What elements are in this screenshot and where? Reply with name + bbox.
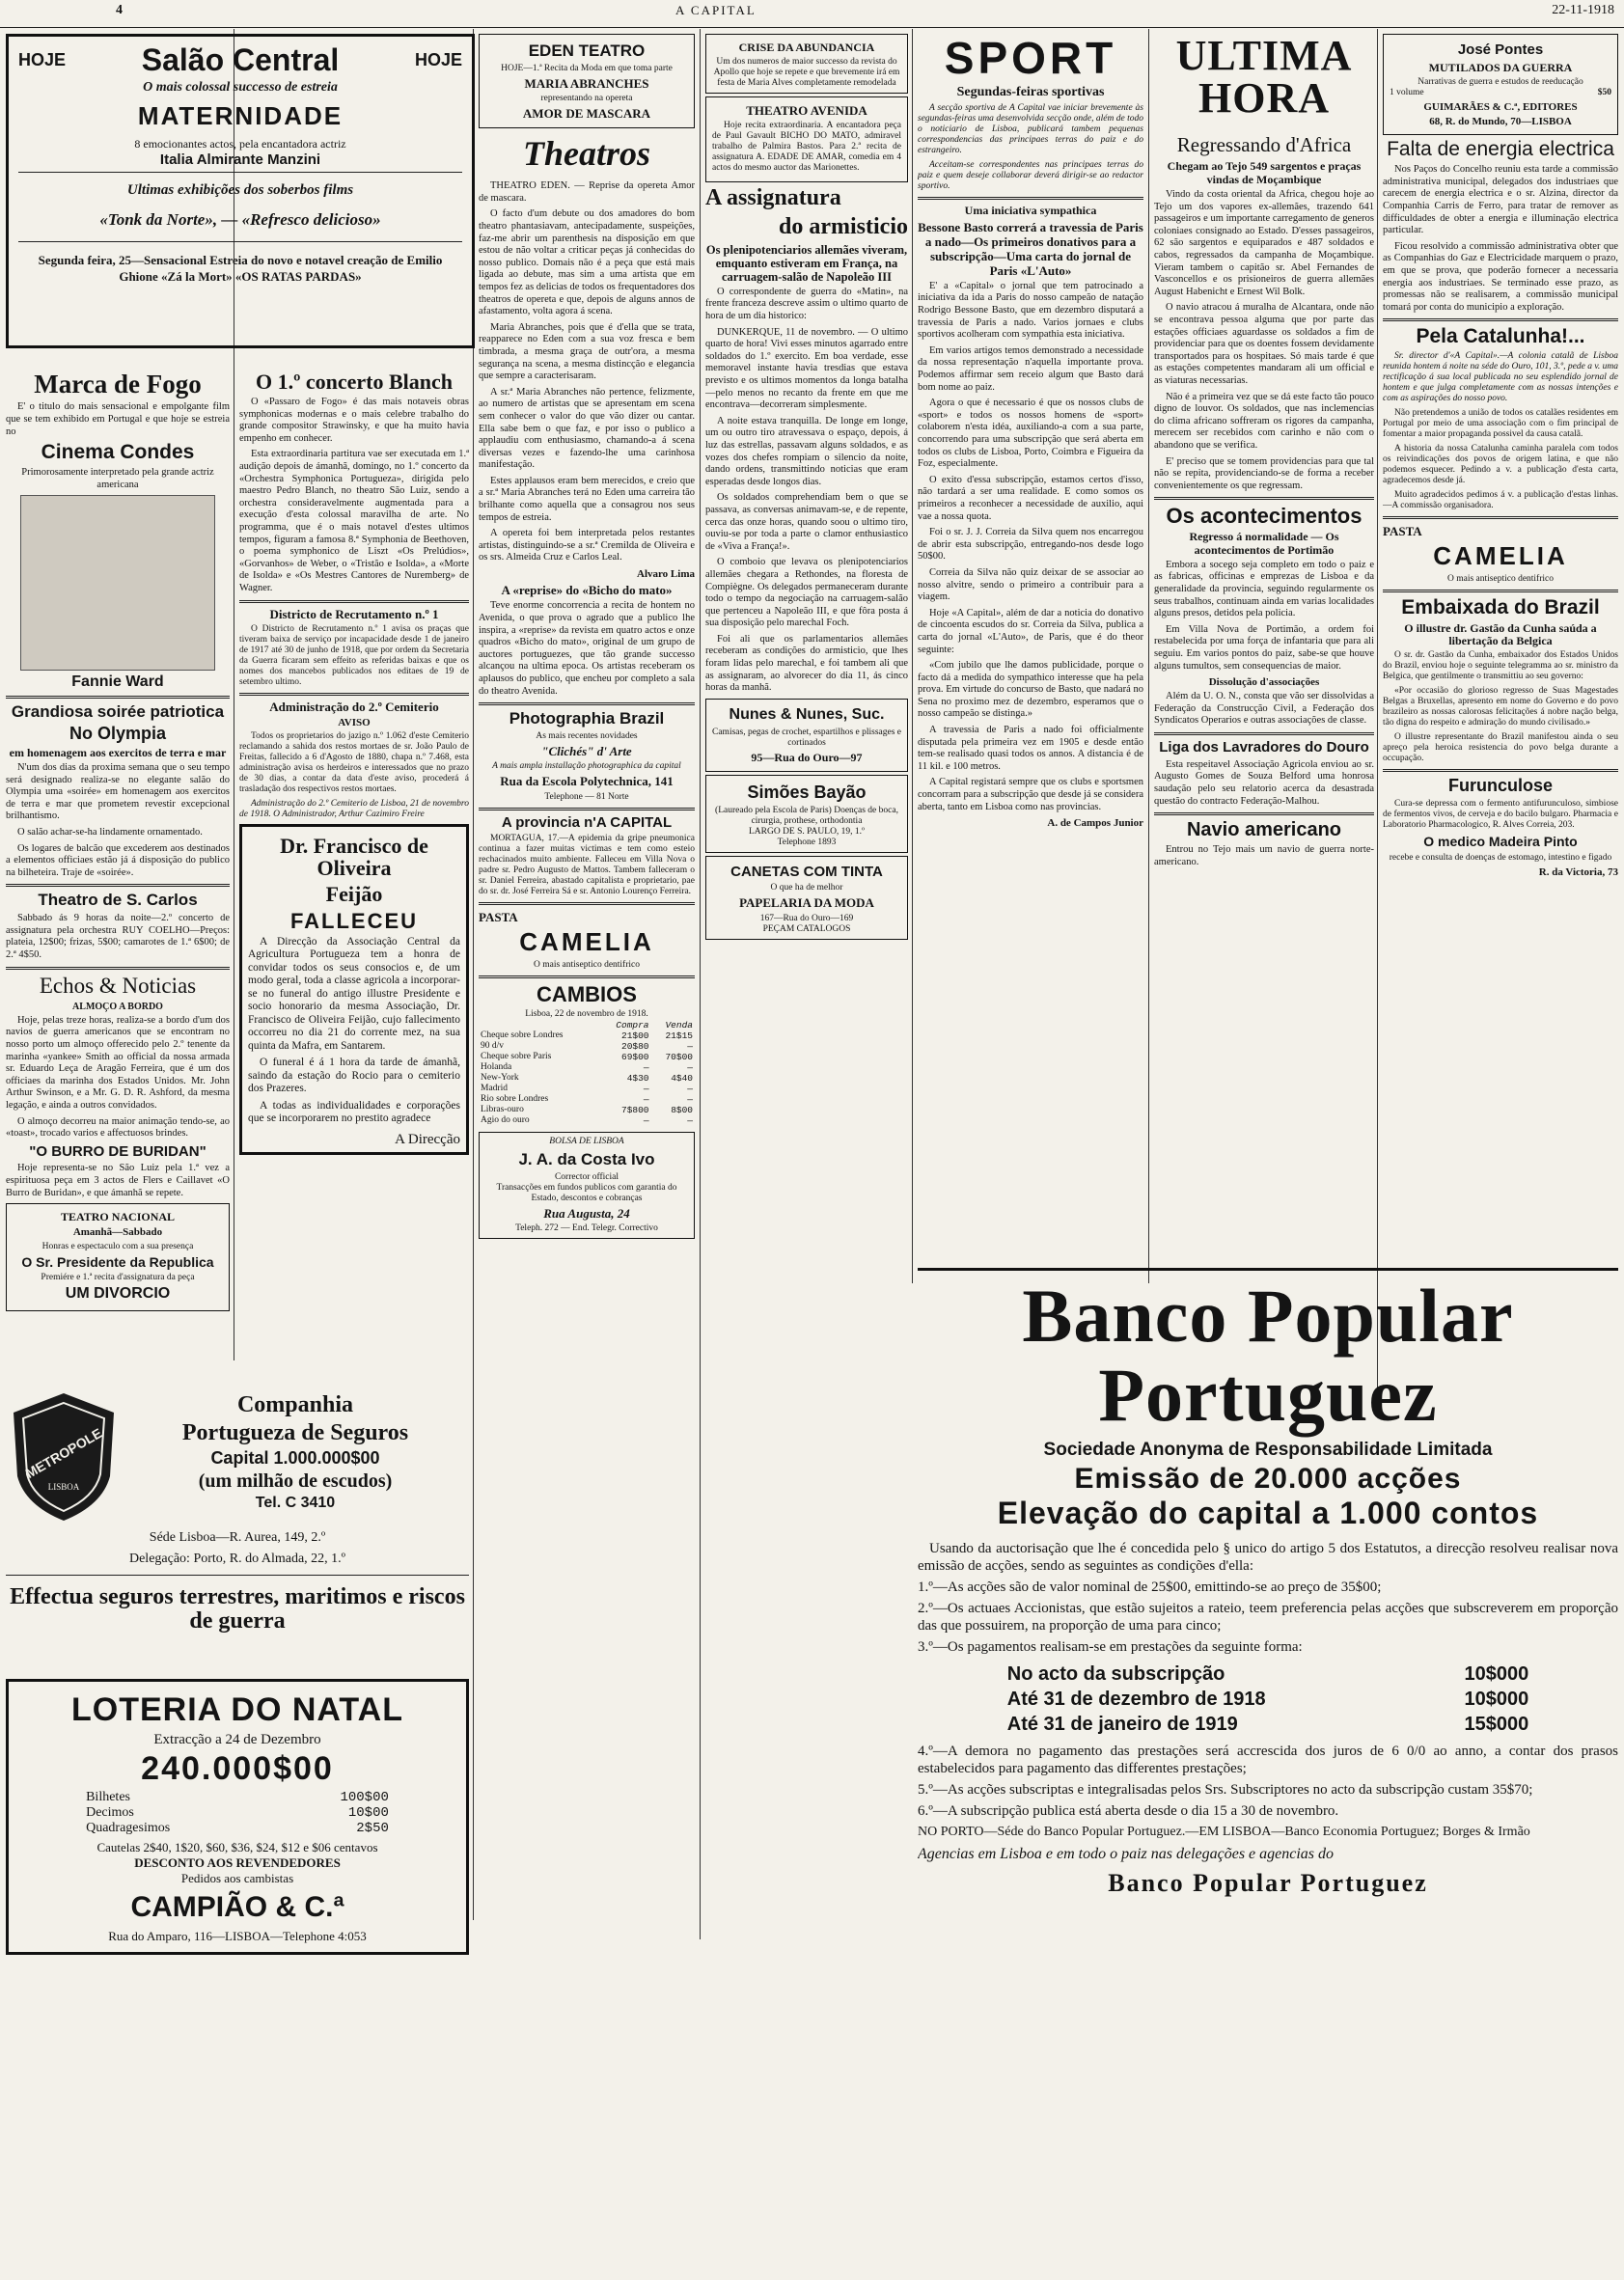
cambios-cell: —: [687, 1061, 693, 1073]
soiree-text2: O salão achar-se-ha lindamente ornamentado.: [17, 827, 203, 838]
nacional-title: TEATRO NACIONAL: [60, 1210, 176, 1224]
simoes-ad: [705, 775, 908, 853]
armisticio-text5: O comboio que levava os plenipotenciarios allemães chegara a Rethondes, na floresta de Compiègne. Os delegados permaneceram durante todo o tempo da negociação na carruagem-salão que pertenceu a Napoleão III, e que fôra posta á sua disposição pelo marechal Foch.: [705, 557, 908, 629]
blanch-text1: O «Passaro de Fogo» é das mais notaveis obras symphonicas modernas e o mais celebre trabalho do grande compositor Strawinsky, e que ha muito havia empenho em conhecer.: [239, 397, 469, 444]
cambios-row: [479, 1073, 695, 1084]
loteria-row-label: Quadragesimos: [86, 1821, 171, 1836]
catalunha-text3: A historia da nossa Catalunha caminha paralela com todos os reivindicações dos povos de origem latina, e que não podemos esquecer. Pedindo a v. a publicação d'esta carta, agradecemos desde já.: [1383, 444, 1618, 486]
pontes-ed: GUIMARÃES & C.ª, EDITORES: [1423, 100, 1578, 113]
oliveira-notice: [239, 824, 469, 1154]
ultima-hora-banner: [1154, 31, 1374, 127]
iniciativa-text1: E' a «Capital» o jornal que tem patrocinado a iniciativa da ida a Paris do nosso campeão de natação Rodrigo Bessone Basto, que em dezembro disputará a travessia de Paris a nado. Varios jornaes e clubs sportivos acolheram com sympathia esta iniciativa.: [918, 280, 1143, 341]
oliveira-title2: Feijão: [325, 882, 383, 907]
furunculose-text: Cura-se depressa com o fermento antifurunculoso, simbiose de fermentos vivos, de cerveja e do bacilo bulgaro. Pharmacia e Laboratorio Pharmacologico, R. Alves Correia, 203.: [1383, 798, 1618, 830]
eden-text: HOJE—1.ª Recita da Moda em que toma parte: [501, 63, 673, 73]
pontes-ad: [1383, 34, 1618, 135]
iniciativa-text4: O exito d'essa subscripção, estamos certos d'isso, não tardará a ser uma realidade. E como somos os primeiros a reconhecer a necessidade de auxilio, aqui vae a nossa quota.: [918, 474, 1143, 522]
distrito-title: Districto de Recrutamento n.º 1: [269, 606, 439, 621]
nacional-l5: UM DIVORCIO: [65, 1285, 171, 1303]
sport-text2: Acceitam-se correspondentes nas principaes terras do paiz e quem deseje collaborar deverá dirigir-se ao redactor sportivo.: [918, 159, 1143, 191]
loteria-row-value: 10$00: [347, 1805, 389, 1822]
cambios-head: Venda: [665, 1019, 693, 1030]
banco-c5: 5.º—As acções subscriptas e integralisadas pelos Srs. Subscriptores no acto da subscripção custam 35$70;: [918, 1781, 1533, 1798]
embaixada-text3: O illustre representante do Brazil manifestou ainda o seu apreço pela heroica resistencia do povo belga durante a occupação.: [1383, 732, 1618, 764]
loteria-pedidos: Pedidos aos cambistas: [180, 1871, 294, 1886]
column-1: [6, 31, 475, 359]
soiree-text3: Os logares de balcão que excederem aos destinados a elementos officiaes estão já á disposição do publico na bilheteira. Traje de «soirée».: [6, 842, 230, 878]
madeira-title: O medico Madeira Pinto: [1423, 833, 1578, 849]
nunes-text: Camisas, pegas de crochet, espartilhos e plissages e cortinados: [712, 727, 902, 748]
cemiterio-sign: Administração do 2.º Cemiterio de Lisboa, 21 de novembro de 1918. O Administrador, Arthur Cazimiro Freire: [239, 799, 469, 820]
cemiterio-aviso: AVISO: [338, 717, 371, 729]
echos-sub: ALMOÇO A BORDO: [72, 1001, 163, 1012]
crise-text: Um dos numeros de maior successo da revista do Apollo que hoje se repete e que brevemente irá em festa de Maria Alves completamente remodelada: [713, 57, 900, 89]
banco-payment-value: 15$000: [1464, 1713, 1529, 1735]
armisticio-title1: A assignatura: [705, 185, 841, 211]
crise-ad: [705, 34, 908, 94]
column-rule: [1148, 29, 1149, 1283]
pontes-sub: MUTILADOS DA GUERRA: [1428, 60, 1573, 74]
banco-payment-label: Até 31 de dezembro de 1918: [1006, 1688, 1266, 1710]
banco-payment-row: [1005, 1687, 1531, 1712]
column-rule: [912, 29, 913, 1283]
iniciativa-text7: Hoje «A Capital», além de dar a noticia do donativo de cincoenta escudos do sr. Correia da Silva, publica a carta do jornal «L'Auto», de Paris, que é do theor seguinte:: [918, 607, 1143, 655]
salao-film: MATERNIDADE: [137, 101, 344, 130]
africa-text2: O navio atracou á muralha de Alcantara, onde não se encontrava pessoa alguma que por parte das estações officiaes aguardasse os soldados a fim de providenciar para que os doentes fossem devidamente transportados para os hospitaes. Só mais tarde é que as estações competentes mandaram ali um official e as viaturas necessarias.: [1154, 302, 1374, 386]
photo-l5: Telephone — 81 Norte: [544, 791, 629, 802]
avenida-title: THEATRO AVENIDA: [746, 103, 867, 119]
pontes-vol-row: [1390, 88, 1611, 98]
theatros-sign: Alvaro Lima: [637, 568, 695, 581]
cambios-cell: —: [687, 1093, 693, 1105]
echos-title: Echos & Noticias: [39, 973, 197, 998]
cambios-cell: 69$00: [621, 1051, 649, 1062]
iniciativa-title: Uma iniciativa sympathica: [964, 203, 1097, 217]
ultima-hora-title: ULTIMA HORA: [1175, 32, 1353, 122]
cambios-cell: —: [643, 1114, 649, 1126]
loteria-row-value: 100$00: [340, 1790, 389, 1806]
nacional-l2: Honras e espectaculo com a sua presença: [41, 1241, 194, 1251]
navio-text: Entrou no Tejo mais um navio de guerra norte-americano.: [1154, 844, 1374, 867]
banco-ad: [918, 1264, 1618, 2272]
soiree-sub: em homenagem aos exercitos de terra e mar: [9, 745, 227, 759]
theatros-text4: Estes applausos eram bem merecidos, e creio que a sr.ª Maria Abranches terá no Eden uma carreira tão brilhante como aquella que a consagrou nos seus tempos de estreia.: [479, 475, 695, 523]
metropole-title2: Portugueza de Seguros: [181, 1420, 409, 1446]
carlos-text: Sabbado ás 9 horas da noite—2.º concerto de assignatura pela orchestra RUY COELHO—Preços: plateia, 12$00; frizas, 5$00; camarotes de 1.ª 6$00; de 2.ª 4$50.: [6, 913, 230, 961]
photo-l4: Rua da Escola Polytechnica, 141: [500, 774, 674, 789]
furunculose-title: Furunculose: [1447, 776, 1553, 796]
column-rule: [700, 29, 701, 1939]
distrito-text: O Districto de Recrutamento n.º 1 avisa os praças que tiveram baixa de serviço por incapacidade desde 1 de janeiro de 1917 até 30 de junho de 1918, que por ordem da Secretaria da Guerra ficaram sem effeito as referidas baixas e que os nomes dos mancebos publicados nos editaes de 19 de setembro ultimo.: [239, 623, 469, 687]
armisticio-sub: Os plenipotenciarios allemães viveram, emquanto estiveram em França, na carruagem-salão de Napoleão III: [705, 242, 908, 284]
paper-name: A CAPITAL: [675, 3, 757, 17]
banco-c1: 1.º—As acções são de valor nominal de 25$00, emittindo-se ao preço de 35$00;: [918, 1579, 1382, 1595]
iniciativa-text2: Em varios artigos temos demonstrado a necessidade da nossa representação n'aquella importante prova. Podemos affirmar sem receio algum que Basto dará bom nome ao paiz.: [918, 344, 1143, 393]
pasta2-label: PASTA: [1383, 524, 1422, 539]
pasta-label: PASTA: [479, 910, 518, 925]
navio-title: Navio americano: [1186, 819, 1342, 841]
bolsa-ad: [479, 1132, 695, 1239]
acontecimentos-sub: Regresso á normalidade — Os acontecimentos de Portimão: [1189, 530, 1339, 557]
crise-title: CRISE DA ABUNDANCIA: [738, 41, 875, 54]
cambios-cell: Cheque sobre Paris: [481, 1051, 552, 1061]
eden-op: AMOR DE MASCARA: [522, 106, 651, 122]
energia-title: Falta de energia electrica: [1387, 138, 1614, 161]
salao-tagline: O mais colossal successo de estreia: [143, 80, 338, 95]
avenida-text: Hoje recita extraordinaria. A encantadora peça de Paul Gavault BICHO DO MATO, admiravel trabalho de Palmira Bastos. Para 2.ª recita de assignatura A. EDADE DE AMAR, comedia em 4 actos do mesmo auctor das Marionettes.: [712, 121, 901, 174]
avenida-ad: [705, 96, 908, 182]
metropole-ad: [6, 1389, 469, 1525]
loteria-row-label: Decimos: [86, 1805, 134, 1821]
pontes-addr: 68, R. do Mundo, 70—LISBOA: [1429, 116, 1572, 128]
bolsa-name: J. A. da Costa Ivo: [518, 1149, 655, 1168]
salao-films2: «Tonk da Norte», — «Refresco delicioso»: [99, 210, 381, 229]
africa-title: Regressando d'Africa: [1176, 133, 1352, 156]
iniciativa-text5: Foi o sr. J. J. Correia da Silva quem nos encarregou de abrir esta subscripção, entregando-nos desde logo 50$00.: [918, 527, 1143, 563]
loteria-desc: DESCONTO AOS REVENDEDORES: [134, 1855, 341, 1871]
cambios-cell: Rio sobre Londres: [481, 1093, 549, 1104]
oliveira-falleceu: FALLECEU: [289, 908, 419, 933]
loteria-row-value: 2$50: [356, 1821, 389, 1837]
madeira-text: recebe e consulta de doenças de estomago, intestino e figado: [1389, 852, 1612, 863]
actress-portrait: [20, 495, 215, 671]
pasta-name: CAMELIA: [519, 927, 654, 957]
loteria-row: [84, 1790, 391, 1805]
loteria-campiao: CAMPIÃO & C.ª: [130, 1891, 344, 1924]
embaixada-text2: «Por occasião do glorioso regresso de Suas Magestades Belgas a Bruxellas, apresento em nome do Governo e do povo brazileiro as nossas calorosas felicitações á nobre nação belga, tão digna do respeito e admiração do mundo civilisado.»: [1383, 686, 1618, 728]
pontes-text: Narrativas de guerra e estudos de reeducação: [1418, 76, 1583, 87]
iniciativa-text8: «Com jubilo que lhe damos publicidade, porque o facto dá a medida do sympathico interesse que ha pela prova. Em virtude do concurso de Basto, que nadará no Sena no proximo mez de dezembro, esperamos que o nosso campeão se distinga.»: [918, 660, 1143, 720]
iniciativa-sign: A. de Campos Junior: [1047, 817, 1143, 830]
loteria-ad: [6, 1679, 469, 2258]
cambios-head: Compra: [616, 1019, 649, 1030]
metropole-cap2: (um milhão de escudos): [198, 1470, 393, 1493]
energia-text: Nos Paços do Concelho reuniu esta tarde a commissão administrativa municipal, delegados dos industriaes que carecem de energia electrica e o sr. Alzina, director da Companhia Carris de Ferro, para tratar de remover as difficuldades de obter a energia e illuminação electrica particular.: [1383, 164, 1618, 236]
loteria-addr: Rua do Amparo, 116—LISBOA—Telephone 4:053: [108, 1928, 367, 1943]
sport-title: SPORT: [944, 33, 1117, 83]
cambios-row: [479, 1105, 695, 1115]
metropole-logo-text: METROPOLE: [22, 1424, 105, 1482]
oliveira-text1: A Direcção da Associação Central da Agricultura Portugueza tem a honra de convidar todos os seus consocios e, de um modo geral, toda a classe agricola a incorporar-se no funeral do antigo illustre Presidente e socio honorario da mesma Associação, Dr. Francisco de Oliveira Feijão, cujo fallecimento occorreu no dia 21 do corrente mez, na sua quinta da Mafra, em Santarem.: [248, 935, 460, 1052]
nunes-title: Nunes & Nunes, Suc.: [729, 705, 885, 723]
banco-text: Usando da auctorisação que lhe é concedida pelo § unico do artigo 5 dos Estatutos, a direcção resolveu realisar nova emissão de acções, sendo as seguintes as condições d'ella:: [918, 1540, 1618, 1574]
canetas-l3: 167—Rua do Ouro—169: [759, 913, 854, 923]
banco-loc: NO PORTO—Séde do Banco Popular Portuguez.—EM LISBOA—Banco Economia Portuguez; Borges & Irmão: [918, 1824, 1530, 1839]
metropole-logo: [6, 1389, 122, 1525]
catalunha-text: Sr. director d'«A Capital».—A colonia catalã de Lisboa reunida hontem á noite na séde do Ouro, 101, 3.º, pede a v. uma rectificação á sua local publicada no seu esplendido jornal de hontem e que julga completamente com as nossas intenções e com as aspirações do nosso povo.: [1383, 351, 1618, 404]
canetas-l1: O que ha de melhor: [770, 883, 843, 893]
nunes-addr: 95—Rua do Ouro—97: [751, 750, 863, 764]
provincia-text: MORTAGUA, 17.—A epidemia da gripe pneumonica continua a fazer muitas victimas e tem como esteio rechacinados muito ambiente. Falleceu em Villa Nova o padre sr. Pedro Augusto de Mattos. Tambem falleceram o sr. Daniel Ferreira, abastado capitalista e proprietario, pae do sr. dr. José Ferreira Sá e sr. Antonio Lourenço Ferreira.: [479, 834, 695, 897]
blanch-title: O 1.º concerto Blanch: [255, 370, 453, 394]
metropole-tel: Tel. C 3410: [255, 1495, 336, 1512]
iniciativa-sub: Bessone Basto correrá a travessia de Paris a nado—Os primeiros donativos para a subscripção—Uma carta do jornal de Paris «L'Auto»: [918, 219, 1143, 278]
armisticio-text2: DUNKERQUE, 11 de novembro. — O ultimo quarto de hora! Vivi esses minutos agarrado entre soldados do 1.º exercito. Em boa verdade, esse memoravel instante havia tresdias que estava previsto e os ultimos momentos da longa batalha—pelo menos no recanto da frente em que me encontrava—decorreram simplesmente.: [705, 326, 908, 411]
loteria-extr: Extracção a 24 de Dezembro: [153, 1731, 321, 1747]
column-6: [1154, 130, 1374, 1254]
pontes-title: José Pontes: [1457, 41, 1544, 58]
loteria-row: [84, 1821, 391, 1836]
iniciativa-text9: A travessia de Paris a nado foi officialmente disputada pela primeira vez em 1905 e desde então tem-se realisado quasi todos os annos. A distancia é de 11 kil. e 100 metros.: [918, 725, 1143, 772]
cambios-cell: Libras-ouro: [481, 1104, 524, 1114]
pontes-price: $50: [1597, 87, 1611, 97]
cambios-head: [479, 1020, 599, 1030]
cambios-cell: —: [687, 1083, 693, 1094]
loteria-premio: 240.000$00: [141, 1749, 334, 1787]
soiree-venue: No Olympia: [69, 724, 167, 743]
banco-c6: 6.º—A subscripção publica está aberta desde o dia 15 a 30 de novembro.: [918, 1802, 1339, 1819]
cambios-cell: New-York: [481, 1072, 519, 1083]
bolsa-sub: Corrector official: [554, 1171, 619, 1182]
catalunha-text2: Não pretendemos a união de todos os catalães residentes em Portugal por meio de uma associação com o fim principal de fomentar a maior propaganda possivel da causa catalã.: [1383, 408, 1618, 440]
embaixada-sub: O illustre dr. Gastão da Cunha saúda a libertação da Belgica: [1404, 620, 1597, 647]
africa-text1: Vindo da costa oriental da Africa, chegou hoje ao Tejo um dos vapores ex-allemães, trazendo 641 passageiros e um importante carregamento de generos coloniaes consignado ao Estado. D'esses passageiros, 62 são sargentos e equiparados e 487 soldados e cabos, regressados da campanha de Moçambique. Vieram tambem o capitão sr. Abel Fernandes de Vasconcellos e os prisioneiros de guerra allemães August Habenicht e Ernest Wil Bolk.: [1154, 189, 1374, 297]
page-date: 22-11-1918: [1552, 3, 1614, 17]
oliveira-text2: O funeral é á 1 hora da tarde de ámanhã, saindo da estação do Rocio para o cemiterio dos Prazeres.: [248, 1057, 460, 1095]
burro-title: "O BURRO DE BURIDAN": [29, 1142, 206, 1160]
cambios-cell: —: [643, 1093, 649, 1105]
soiree-text1: N'um dos dias da proxima semana que o seu tempo será designado realiza-se no elegante salão do Olympia uma «soirée» em homenagem aos exercitos de terra e mar que prometem revestir excepcional brilhantismo.: [6, 762, 230, 822]
blanch-text2: Esta extraordinaria partitura vae ser executada em 1.ª audição depois de ámanhã, domingo, no 1.º concerto da «Orchestra Symphonica Portugueza», dirigida pelo maestro Pedro Blanch, no theatro São Luiz, sendo a orchestra consideravelmente augmentada para a execução d'esta colossal maravilha de arte. No programma, que é o mais notavel d'estes ultimos tempos, figuram a famosa 8.ª Symphonia de Beethoven, o poema symphonico de Liszt «Os Prelúdios», «Gorvanhos» de Weber, o «Tristão e Isolda», a «Morte de Isolda» e «Os Mestres Cantores de Nuremberg» de Wagner.: [239, 449, 469, 593]
canetas-l2: PAPELARIA DA MODA: [739, 895, 874, 911]
photo-l1: As mais recentes novidades: [536, 730, 638, 741]
iniciativa-text3: Agora o que é necessario é que os nossos clubs de «sport» e todos os nossos homens de «sport» colaborem n'esta idéa, auxiliando-a com a sua parte, concorrendo para uma subscripção que será aberta em todos os clubs de Lisboa, Porto, Coimbra e Figueira da Foz, especialmente.: [918, 398, 1143, 470]
nacional-ad: [6, 1203, 230, 1311]
metropole-effect: Effectua seguros terrestres, maritimos e riscos de guerra: [10, 1584, 465, 1634]
acontecimentos-text4: Além da U. O. N., consta que vão ser dissolvidas a Federação da Construcção Civil, a Federação dos Syndicatos Operarios e outras associações de classe.: [1154, 691, 1374, 727]
bicho-text: Teve enorme concorrencia a recita de hontem no Avenida, o que prova o agrado que a publico lhe inspira, a «reprise» da revista em quatro actos e onze quadros «Bicho do mato», original de um grupo de auctores portuguezes, que tão grande successo alcançou na ultima epoca. Os artistas receberam os aplausos do publico, que encheu por completo a sala do theatro Avenida.: [479, 600, 695, 697]
cambios-row: [479, 1115, 695, 1126]
cambios-cell: Cheque sobre Londres: [481, 1030, 564, 1040]
banco-c3: 3.º—Os pagamentos realisam-se em prestações da seguinte forma:: [918, 1638, 1303, 1655]
bolsa-addr: Rua Augusta, 24: [543, 1205, 630, 1221]
metropole-sede: Séde Lisboa—R. Aurea, 149, 2.º: [149, 1530, 326, 1545]
column-5: [918, 31, 1143, 1256]
theatros-text3: A sr.ª Maria Abranches não pertence, felizmente, ao numero de artistas que se apresentam em scena sem conhecer o valor do que vão dizer ou cantar. Ella sabe bem o que faz, e por isso o publico a applaudiu com enthusiasmo, chamando-a á scena diversas vezes e fazendo-lhe uma carinhosa manifestação.: [479, 386, 695, 471]
nacional-l1: Amanhã—Sabbado: [72, 1226, 163, 1239]
cambios-cell: 21$15: [665, 1030, 693, 1041]
metropole-ad-bottom: [6, 1530, 469, 1656]
cambios-cell: 4$30: [626, 1072, 649, 1084]
loteria-title: LOTERIA DO NATAL: [71, 1691, 403, 1728]
salao-title: Salão Central: [141, 42, 340, 77]
canetas-title: CANETAS COM TINTA: [730, 863, 883, 880]
banco-payment-label: Até 31 de janeiro de 1919: [1006, 1713, 1238, 1735]
marca-text: E' o titulo do mais sensacional e empolgante film que se tem exhibido em Portugal e que hoje se estreia no: [6, 401, 230, 437]
oliveira-sign: A Direcção: [395, 1131, 460, 1147]
armisticio-text1: O correspondente de guerra do «Matin», na frente franceza descreve assim o ultimo quarto de hora de um dia historico:: [705, 286, 908, 322]
armisticio-text3: A noite estava tranquilla. De longe em longe, um ou outro tiro atravessava o espaço, depois, á luz das estrellas, passavam alguns soldados, e as vozes dos chefes rompiam o silencio da noite, dando ordens, transmittindo noticias que eram esperadas desde longos dias.: [705, 415, 908, 487]
cambios-row: [479, 1084, 695, 1094]
hoje-label-left: HOJE: [18, 50, 67, 69]
column-2: [239, 367, 469, 1370]
hoje-label-right: HOJE: [414, 50, 462, 69]
canetas-l4: PEÇAM CATALOGOS: [762, 923, 851, 934]
cambios-cell: —: [643, 1061, 649, 1073]
cambios-row: [479, 1030, 695, 1041]
theatros-sub: THEATRO EDEN. — Reprise da opereta Amor de mascara.: [479, 180, 695, 204]
banco-payment-row: [1005, 1712, 1531, 1737]
acontecimentos-title: Os acontecimentos: [1166, 504, 1363, 529]
cambios-cell: —: [687, 1114, 693, 1126]
oliveira-title1: Dr. Francisco de Oliveira: [280, 834, 428, 881]
eden-text2: representando na opereta: [540, 94, 633, 104]
bolsa-text: Transacções em fundos publicos com garantia do Estado, descontos e cobranças: [496, 1182, 677, 1203]
theatros-text1: O facto d'um debute ou dos amadores do bom theatro phantasiavam, antecipadamente, suspeições, faz-me abrir um parenthesis na disposição em que estou de não voltar a criticar peças já conhecidas do nosso publico. Domais não é a peça que está mais ligada ao debute, mas sim a uma artista que em tempos fez as delicias de todos os frequentadores dos theatros de opereta e que, depois de alguns annos de afastamento, volta agora á scena.: [479, 208, 695, 317]
catalunha-title: Pela Catalunha!...: [1416, 325, 1585, 348]
soiree-title: Grandiosa soirée patriotica: [11, 702, 225, 722]
cemiterio-text: Todos os proprietarios do jazigo n.º 1.062 d'este Cemiterio reclamando a sahida dos restos mortaes de sr. João Paulo de Freitas, fallecido a 6 d'Agosto de 1880, chapa n.º 7.468, esta administração avisa os herdeiros e interessados que no prazo de 30 dias, a contar da data d'este aviso, procederá á trasladação dos respectivos restos mortaes.: [239, 731, 469, 795]
armisticio-text4: Os soldados comprehendiam bem o que se passava, as conversas animavam-se, e de repente, cerca das onze horas, quando soou o ultimo tiro, ouviu-se por toda a parte o clamor enthusiastico de «Viva a França!».: [705, 492, 908, 552]
banco-emissao: Emissão de 20.000 acções: [1074, 1462, 1462, 1495]
cambios-cell: —: [643, 1083, 649, 1094]
cambios-cell: 21$00: [621, 1030, 649, 1041]
column-4: [705, 31, 908, 1922]
loteria-cautelas: Cautelas 2$40, 1$20, $60, $36, $24, $12 e $06 centavos: [96, 1840, 378, 1855]
pontes-vol: 1 volume: [1390, 87, 1424, 97]
oliveira-text3: A todas as individualidades e corporações que se incorporarem no prestito agradece: [248, 1099, 460, 1125]
nunes-ad: [705, 699, 908, 772]
sport-text: A secção sportiva de A Capital vae iniciar brevemente às segundas-feiras uma desenvolvida secção onde, além de todo o noticiario de Lisboa, publicará tambem pequenas correspondencias das principaes terras do paiz e do estrangeiro.: [918, 102, 1143, 155]
echos-text2: O almoço decorreu na maior animação tendo-se, ao «toast», trocado varios e affectuosos brindes.: [6, 1115, 230, 1140]
salao-actress: Italia Almirante Manzini: [159, 151, 321, 168]
cambios-cell: Madrid: [481, 1083, 508, 1093]
cambios-cell: Holanda: [481, 1061, 512, 1072]
africa-text4: E' preciso que se tomem providencias para que tal não se repita, providenciando-se de forma a receber convenientemente os que regressam.: [1154, 455, 1374, 491]
column-rule: [1377, 29, 1378, 1399]
cambios-row: [479, 1052, 695, 1062]
africa-sub: Chegam ao Tejo 549 sargentos e praças vindas de Moçambique: [1167, 159, 1362, 187]
loteria-row-label: Bilhetes: [86, 1790, 130, 1805]
photo-l3: A mais ampla installação photographica da capital: [492, 761, 681, 772]
banco-c2: 2.º—Os actuaes Accionistas, que estão sujeitos a rateio, teem preferencia pelas acções que subscreverem em proporção das que possuirem, na proporção de uma para cinco;: [918, 1600, 1618, 1634]
banco-payment-row: [1005, 1662, 1531, 1687]
cambios-header-row: [479, 1020, 695, 1030]
echos-text: Hoje, pelas treze horas, realiza-se a bordo d'um dos navios de guerra americanos que se encontram no nosso porto um almoço offerecido pelo 2.º tenente da marinha «yankee» Smith ao official da nossa armada sr. Eduardo Leça de Aragão Ferreira, que é um dos officiaes da marinha dos Estados Unidos. Mr. John Arthur Swinson, e a Mr. G. D. R. Ashford, da mesma legação, e ainda a outros convidados.: [6, 1014, 230, 1111]
burro-text: Hoje representa-se no São Luiz pela 1.ª vez a espirituosa peça em 3 actos de Flers e Caillavet «O Burro de Buridan», e que ámanhã se repete.: [6, 1163, 230, 1198]
banco-c4: 4.º—A demora no pagamento das prestações será accrescida dos juros de 6 0/0 ao anno, a contar dos prasos estabelecidos para pagamento das differentes prestações;: [918, 1743, 1618, 1776]
cambios-cell: 7$800: [621, 1104, 649, 1115]
cambios-row: [479, 1062, 695, 1073]
acontecimentos-text2: Em Villa Nova de Portimão, a ordem foi restabelecida por uma força de infantaria que para ali seguiu. Em varios pontos do paiz, sabe-se que houve alguns tumultos, sem consequencias de maior.: [1154, 623, 1374, 672]
cambios-cell: —: [687, 1040, 693, 1052]
banco-title: Banco Popular Portuguez: [1022, 1274, 1514, 1437]
theatros-text5: A opereta foi bem interpretada pelos restantes artistas, distinguindo-se a sr.ª Cremilda de Oliveira e os srs. Almeida Cruz e Carlos Leal.: [479, 528, 695, 563]
provincia-title: A provincia n'A CAPITAL: [501, 813, 673, 831]
madeira-addr: R. da Victoria, 73: [1538, 865, 1618, 878]
column-3: [479, 31, 695, 1903]
theatros-title: Theatros: [522, 134, 650, 174]
energia-text2: Ficou resolvido a commissão administrativa obter que as Companhias do Gaz e Electricidade marquem o prazo, em que se prova, que poderão fornecer a necessaria energia aos industriaes. Se terminado esse prazo, as promessas não se realisarem, a commissão municipal tomará por conta do municipio a exploração.: [1383, 240, 1618, 313]
canetas-ad: [705, 856, 908, 940]
lavradores-text: Esta respeitavel Associação Agricola enviou ao sr. Augusto Gomes de Souza Belford uma honrosa saudação pelo seu relatorio acerca da desastrada questão do contracto Federação-Malhou.: [1154, 758, 1374, 807]
cambios-cell: 70$00: [665, 1051, 693, 1062]
acontecimentos-text1: Embora a socego seja completo em todo o paiz e as fabricas, officinas e emprezas de Lisboa e da generalidade da provincia, seguindo regularmente os seus trabalhos, continuam ainda em varias localidades alguns presos, detidos pela policia.: [1154, 559, 1374, 619]
page-header: [0, 0, 1624, 28]
banco-elev: Elevação do capital a 1.000 contos: [997, 1496, 1539, 1531]
embaixada-text: O sr. dr. Gastão da Cunha, embaixador dos Estados Unidos do Brazil, enviou hoje o seguinte telegramma ao sr. ministro da Belgica, que gentilmente o transmittiu ao seu governo:: [1383, 650, 1618, 682]
iniciativa-text10: A Capital registará sempre que os clubs e sportsmen concorram para a subscripção que desde já se considera aberta, tanto em Lisboa como nas provincias.: [918, 777, 1143, 812]
photo-title: Photographia Brazil: [509, 709, 665, 728]
simoes-tel: Telephone 1893: [777, 837, 837, 847]
cambios-cell: 90 d/v: [481, 1040, 505, 1051]
salao-desc: 8 emocionantes actos, pela encantadora actriz: [134, 137, 346, 151]
banco-payments: [1005, 1662, 1531, 1737]
pasta-sub: O mais antiseptico dentifrico: [533, 959, 640, 970]
theatros-text2: Maria Abranches, pois que é d'ella que se trata, reapparece no Eden com a sua voz fresca e bem timbrada, a mesma graça de outr'ora, a mesma segurança na scena, a mesma distincção e elegancia que sempre a caracterisaram.: [479, 321, 695, 382]
simoes-title: Simões Bayão: [747, 782, 867, 802]
pasta2-name: CAMELIA: [1433, 541, 1568, 571]
simoes-addr: LARGO DE S. PAULO, 19, 1.º: [748, 826, 866, 837]
banco-payment-label: No acto da subscripção: [1006, 1662, 1225, 1685]
eden-title: EDEN TEATRO: [528, 41, 646, 60]
lavradores-title: Liga dos Lavradores do Douro: [1159, 738, 1369, 755]
salao-central-ad: [6, 34, 475, 348]
banco-payment-value: 10$000: [1464, 1688, 1529, 1710]
simoes-text: (Laureado pela Escola de Paris) Doenças de boca, cirurgia, prothese, orthodontia: [715, 805, 898, 826]
banco-sub: Sociedade Anonyma de Responsabilidade Limitada: [1043, 1439, 1493, 1460]
carlos-title: Theatro de S. Carlos: [38, 891, 198, 910]
cambios-row: [479, 1041, 695, 1052]
cambios-cell: 20$80: [621, 1040, 649, 1052]
loteria-prices: [84, 1790, 391, 1836]
salao-ultimas: Ultimas exhibições dos soberbos films: [126, 182, 354, 198]
photo-l2: "Clichés" d' Arte: [541, 743, 632, 758]
bicho-title: A «reprise» do «Bicho do mato»: [501, 583, 673, 598]
embaixada-title: Embaixada do Brazil: [1401, 595, 1600, 618]
cambios-row: [479, 1094, 695, 1105]
eden-artist: MARIA ABRANCHES: [524, 75, 649, 91]
cemiterio-title: Administração do 2.º Cemiterio: [269, 699, 439, 714]
salao-segunda: Segunda feira, 25—Sensacional Estreia do novo e notavel creação de Emilio Ghione «Zá la Mort» «OS RATAS PARDAS»: [38, 253, 443, 284]
catalunha-sign: Muito agradecidos pedimos á v. a publicação d'estas linhas.—A commissão organisadora.: [1383, 490, 1618, 511]
cambios-table: [479, 1020, 695, 1126]
iniciativa-text6: Correia da Silva não quiz deixar de se associar ao nosso alvitre, sendo o primeiro a contribuir para a viagem.: [918, 566, 1143, 603]
page-number: 4: [116, 3, 123, 17]
cambios-cell: 4$40: [671, 1072, 693, 1084]
nacional-l3: O Sr. Presidente da Republica: [21, 1253, 214, 1270]
metropole-logo-city: LISBOA: [47, 1482, 80, 1492]
bolsa-title: BOLSA DE LISBOA: [549, 1136, 624, 1146]
eden-ad: [479, 34, 695, 128]
acontecimentos-text3: Dissolução d'associações: [1208, 676, 1320, 689]
banco-payment-value: 10$000: [1464, 1662, 1529, 1685]
marca-sub: Primorosamente interpretado pela grande actriz americana: [21, 467, 214, 490]
cambios-cell: 8$00: [671, 1104, 693, 1115]
armisticio-title2: do armisticio: [779, 213, 908, 239]
cambios-cell: Agio do ouro: [481, 1114, 530, 1125]
pasta2-sub: O mais antiseptico dentifrico: [1446, 573, 1554, 584]
africa-text3: Não é a primeira vez que se dá este facto tão pouco digno de louvor. Os soldados, que nas inclemencias do clima africano soffreram os rigores da campanha, merecem ser recebidos com carinho e não com o abandono que se verifica.: [1154, 391, 1374, 451]
metropole-cap: Capital 1.000.000$00: [210, 1448, 380, 1469]
banco-ag: Agencias em Lisboa e em todo o paiz nas delegações e agencias do: [918, 1845, 1335, 1862]
column-7: [1383, 31, 1618, 1362]
banco-final: Banco Popular Portuguez: [1108, 1868, 1428, 1897]
metropole-deleg: Delegação: Porto, R. do Almada, 22, 1.º: [128, 1552, 346, 1566]
nacional-l4: Premiére e 1.ª recita d'assignatura da peça: [41, 1273, 195, 1283]
loteria-row: [84, 1805, 391, 1821]
metropole-title1: Companhia: [236, 1392, 354, 1417]
bolsa-tel: Teleph. 272 — End. Telegr. Correctivo: [515, 1222, 658, 1233]
marca-venue: Cinema Condes: [41, 441, 195, 464]
cambios-date: Lisboa, 22 de novembro de 1918.: [525, 1008, 648, 1019]
armisticio-text6: Foi ali que os parlamentarios allemães receberam as condições do armisticio, que lhes foram lidas pelo marechal, e foi tambem ali que as assignaram, ao alvorecer do dia 11, ás cinco horas da manhã.: [705, 633, 908, 694]
sport-sub: Segundas-feiras sportivas: [956, 85, 1105, 100]
marca-actress: Fannie Ward: [71, 673, 164, 691]
cambios-title: CAMBIOS: [537, 981, 637, 1006]
marca-title: Marca de Fogo: [34, 370, 202, 398]
